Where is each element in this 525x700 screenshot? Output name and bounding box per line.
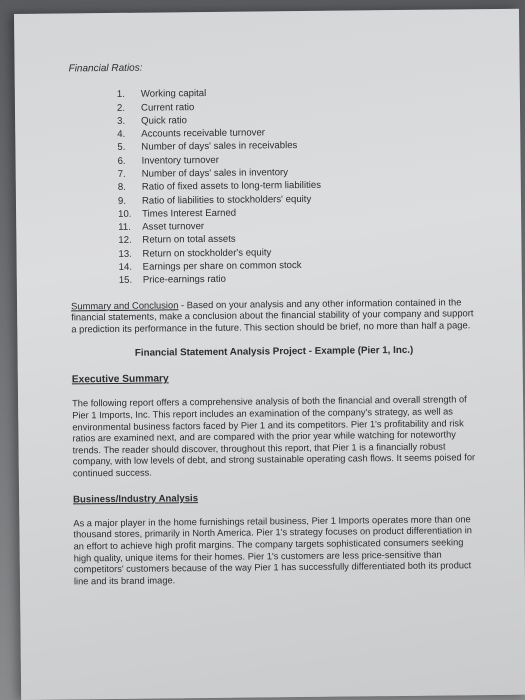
- list-label: Current ratio: [140, 101, 195, 114]
- list-number: 14.: [118, 261, 133, 273]
- list-number: 13.: [118, 248, 132, 260]
- list-label: Asset turnover: [142, 221, 205, 233]
- list-label: Return on total assets: [142, 234, 236, 247]
- list-number: 9.: [117, 195, 127, 207]
- list-number: 2.: [116, 102, 126, 114]
- list-number: 10.: [118, 208, 132, 220]
- list-label: Working capital: [140, 88, 207, 100]
- list-number: 12.: [118, 235, 132, 247]
- list-label: Ratio of fixed assets to long-term liabilities: [141, 180, 322, 193]
- list-number: 4.: [117, 128, 126, 141]
- list-number: 1.: [116, 89, 125, 101]
- list-label: Times Interest Earned: [142, 207, 237, 220]
- list-label: Number of days' sales in receivables: [141, 140, 298, 154]
- ratio-list: [117, 84, 476, 287]
- financial-ratios-heading: Financial Ratios:: [68, 62, 143, 75]
- summary-paragraph: [71, 296, 476, 336]
- list-number: 6.: [117, 155, 126, 167]
- list-label: Inventory turnover: [141, 154, 219, 167]
- executive-summary-heading: Executive Summary: [71, 373, 169, 386]
- business-analysis-text: As a major player in the home furnishings retail business, Pier 1 Imports operates more than one thousand stores, primarily in North America. Pier 1's strategy focuses on product differentiation in an effort to achieve high profit margins. The company targets sophisticated consumers seeking high quality, unique items for their homes. Pier 1's customers are less price-sensitive than competitors' customers because of the way Pier 1 has successfully differentiated both its product line and its brand image.: [73, 514, 472, 587]
- list-number: 15.: [118, 275, 133, 287]
- summary-text: - Based on your analysis and any other information contained in the financial statements, make a conclusion about the financial stability of your company and support a prediction its performance in the future. This section should be brief, no more than half a page.: [71, 295, 474, 335]
- list-label: Accounts receivable turnover: [141, 127, 266, 140]
- list-number: 5.: [117, 142, 126, 154]
- list-label: Earnings per share on common stock: [142, 260, 302, 273]
- document-page: [14, 9, 525, 700]
- list-number: 3.: [117, 115, 126, 127]
- document-content: [69, 59, 479, 588]
- project-title: Financial Statement Analysis Project - Example (Pier 1, Inc.): [134, 344, 414, 359]
- list-number: 11.: [118, 221, 131, 234]
- list-number: 8.: [117, 182, 126, 194]
- business-analysis-heading: Business/Industry Analysis: [73, 492, 199, 506]
- list-label: Return on stockholder's equity: [142, 247, 272, 260]
- list-label: Price-earnings ratio: [142, 274, 227, 287]
- list-label: Number of days' sales in inventory: [141, 167, 289, 180]
- list-number: 7.: [117, 168, 126, 180]
- summary-label: Summary and Conclusion: [70, 298, 179, 312]
- executive-summary-text: The following report offers a comprehensive analysis of both the financial and overall strength of Pier 1 Imports, Inc. This report includes an examination of the company's strategy, as well as environmental business factors faced by Pier 1 and its competitors. Pier 1's profitability and risk ratios are examined next, and are compared with the prior year while watching for noteworthy trends. The reader should discover, throughout this report, that Pier 1 is a financially robust company, with low levels of debt, and strong sustainable operating cash flows. It seems poised for continued success.: [72, 394, 476, 479]
- list-item: [119, 271, 476, 288]
- list-label: Quick ratio: [141, 114, 188, 127]
- list-label: Ratio of liabilities to stockholders' equity: [141, 193, 312, 207]
